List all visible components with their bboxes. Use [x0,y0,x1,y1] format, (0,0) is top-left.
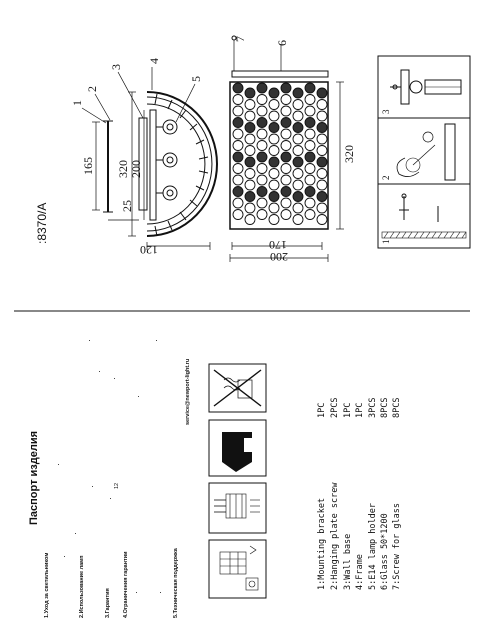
callout-4: 4 [147,58,161,64]
glass-bead [233,187,243,197]
glass-bead [293,146,303,156]
glass-bead [317,88,327,98]
callout-7: 7 [233,36,247,42]
glass-bead [245,169,255,179]
section-limits: 4.Ограничения гарантии [123,551,129,618]
glass-bead [257,210,267,220]
glass-bead [257,152,267,162]
technical-drawing [82,36,470,262]
wall-hatch [384,232,466,238]
glass-bead [293,203,303,213]
dim-200-front: 200 [270,250,288,264]
glass-bead [257,129,267,139]
glass-bead [305,187,315,197]
hatch-line [390,232,394,238]
glass-bead [233,141,243,151]
part-name: 2:Hanging plate screw [330,482,340,590]
glass-bead [281,198,291,208]
glass-bead [269,88,279,98]
glass-bead [233,95,243,105]
glass-bead [293,111,303,121]
glass-bead [245,88,255,98]
glass-bead [305,152,315,162]
glass-bead [245,100,255,110]
glass-bead [281,164,291,174]
glass-bead [233,118,243,128]
glass-bead [233,175,243,185]
glass-bead [245,146,255,156]
part-name: 6:Glass 50*1200 [380,513,390,590]
glass-bead [317,111,327,121]
hatch-line [462,232,466,238]
glass-bead [293,215,303,225]
hatch-line [402,232,406,238]
glass-bead [317,134,327,144]
print-specks [58,340,161,593]
glass-bead [281,175,291,185]
dim-170: 170 [269,238,287,252]
glass-bead [269,157,279,167]
callout-5: 5 [189,76,203,82]
hatch-line [456,232,460,238]
part-qty: 8PCS [392,397,402,418]
glass-bead [269,203,279,213]
glass-bead [257,118,267,128]
part-qty: 1PC [343,402,353,418]
glass-bead [257,83,267,93]
glass-bead [257,164,267,174]
glass-bead [305,106,315,116]
part-name: 5:E14 lamp holder [368,503,378,590]
glass-bead [233,83,243,93]
glass-bead [269,123,279,133]
hatch-line [438,232,442,238]
glass-bead [269,192,279,202]
hatch-line [408,232,412,238]
glass-bead [317,180,327,190]
glass-bead [245,134,255,144]
glass-bead [257,106,267,116]
glass-bead [281,210,291,220]
pictogram-installation [209,540,266,598]
step-label-2: 2 [381,175,391,180]
pictograms [209,364,266,598]
hatch-line [414,232,418,238]
dim-320-side: 320 [116,160,130,178]
glass-bead [245,192,255,202]
dim-200-side: 200 [129,160,143,178]
assembly-steps [378,56,470,248]
glass-bead [305,129,315,139]
callout-3: 3 [109,64,123,70]
side-view [82,67,217,250]
glass-bead [317,192,327,202]
glass-bead [305,83,315,93]
glass-bead [305,210,315,220]
glass-bead [293,88,303,98]
glass-bead [293,157,303,167]
glass-bead [281,106,291,116]
part-name: 7:Screw for glass [392,503,402,590]
glass-bead [269,180,279,190]
pictogram-disposal [209,420,266,476]
pictogram-no-covering [209,364,266,412]
section-support: 5.Техническая поддержка [173,548,179,618]
glass-bead [305,175,315,185]
warranty-value: 12 [114,482,120,489]
part-name: 4:Frame [355,554,365,590]
glass-bead [257,175,267,185]
parts-list [317,398,402,590]
glass-bead [257,95,267,105]
glass-bead [233,210,243,220]
hatch-line [420,232,424,238]
glass-bead [269,100,279,110]
support-email: service@newport-light.ru [185,358,191,425]
glass-bead [305,198,315,208]
glass-bead [245,203,255,213]
glass-bead [293,100,303,110]
section-lamps: 2.Использование ламп [79,555,85,618]
hatch-line [384,232,388,238]
glass-bead [281,129,291,139]
glass-bead [305,118,315,128]
dim-165: 165 [81,157,95,175]
part-qty: 1PC [317,402,327,418]
step-label-1: 1 [381,239,391,244]
section-warranty: 3.Гарантия [105,588,111,618]
glass-bead [317,203,327,213]
glass-bead [305,95,315,105]
callout-1: 1 [70,100,84,106]
hatch-line [444,232,448,238]
glass-bead [233,198,243,208]
glass-bead [269,134,279,144]
glass-bead [233,129,243,139]
glass-bead [281,152,291,162]
glass-bead [269,169,279,179]
glass-bead [245,180,255,190]
glass-bead [257,187,267,197]
glass-bead [245,157,255,167]
glass-bead [281,187,291,197]
step-label-3: 3 [381,109,391,114]
part-name: 1:Mounting bracket [317,497,327,590]
callout-6: 6 [275,40,289,46]
drawing-labels [35,36,391,264]
hatch-line [432,232,436,238]
glass-bead [293,169,303,179]
part-qty: 2PCS [330,397,340,418]
passport-title: Паспорт изделия [28,430,40,525]
glass-bead [305,164,315,174]
glass-pattern [233,83,327,225]
glass-bead [293,180,303,190]
passport-text [28,359,191,618]
model-label: :8370/A [35,202,49,244]
callout-2: 2 [85,86,99,92]
part-name: 3:Wall base [343,533,353,590]
part-qty: 3PCS [368,397,378,418]
glass-bead [293,123,303,133]
glass-bead [257,141,267,151]
glass-bead [317,100,327,110]
dim-320-front: 320 [342,145,356,163]
glass-bead [281,141,291,151]
pictogram-wiring [209,483,266,533]
glass-bead [269,146,279,156]
glass-bead [269,215,279,225]
glass-bead [317,215,327,225]
glass-bead [257,198,267,208]
glass-bead [233,106,243,116]
glass-bead [281,83,291,93]
glass-bead [317,123,327,133]
glass-bead [317,157,327,167]
glass-bead [233,164,243,174]
part-qty: 8PCS [380,397,390,418]
dim-120: 120 [140,243,158,257]
glass-bead [281,118,291,128]
glass-bead [269,111,279,121]
glass-bead [281,95,291,105]
glass-bead [245,123,255,133]
glass-bead [245,111,255,121]
glass-bead [233,152,243,162]
glass-bead [305,141,315,151]
section-care: 1.Уход за светильником [44,552,50,618]
hatch-line [396,232,400,238]
glass-bead [317,146,327,156]
part-qty: 1PC [355,402,365,418]
hatch-line [450,232,454,238]
glass-bead [245,215,255,225]
dim-25: 25 [120,200,134,212]
glass-bead [293,192,303,202]
glass-bead [293,134,303,144]
hatch-line [426,232,430,238]
glass-bead [317,169,327,179]
